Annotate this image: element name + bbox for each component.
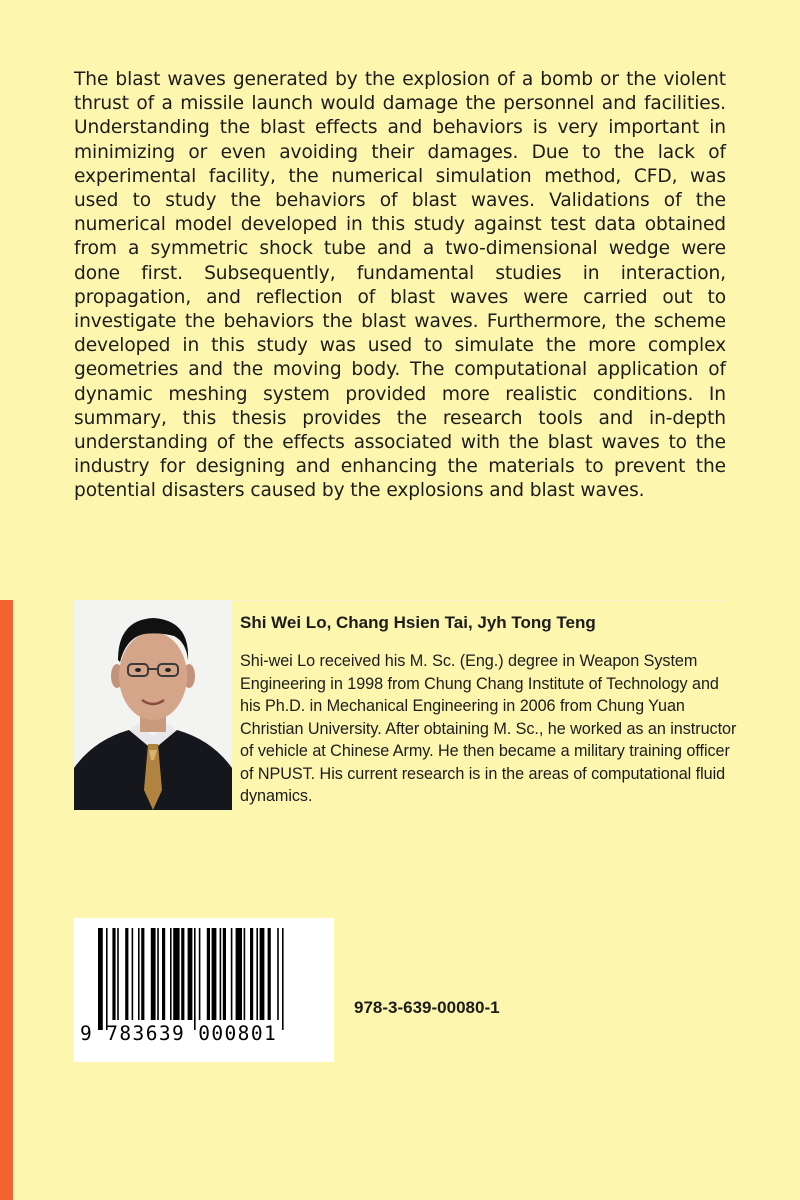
header-rule — [232, 600, 726, 601]
barcode-bar — [199, 928, 201, 1020]
barcode-bar — [260, 928, 265, 1020]
barcode-bar — [181, 928, 184, 1020]
barcode-bar — [125, 928, 128, 1020]
barcode-bar — [98, 928, 103, 1030]
barcode-bar — [106, 928, 108, 1030]
barcode-bar — [236, 928, 242, 1020]
barcode-bar — [212, 928, 217, 1020]
barcode-bar — [170, 928, 172, 1020]
barcode-bar — [157, 928, 159, 1020]
barcode-bar — [231, 928, 233, 1020]
author-bio: Shi-wei Lo received his M. Sc. (Eng.) degree in Weapon System Engineering in 1998 from Chung Chang Institute of Technology and his Ph.D. in Mechanical Engineering in 2006 from Chung Yuan Christian University. After obtaining M. Sc., he worked as an instructor of vehicle at Chinese Army. He then became a military training officer of NPUST. His current research is in the areas of computational fluid dynamics. — [240, 652, 737, 805]
author-photo — [74, 600, 232, 810]
barcode-bar — [250, 928, 253, 1020]
barcode-bar — [220, 928, 222, 1020]
barcode-bar — [173, 928, 179, 1020]
barcode-bar — [277, 928, 279, 1020]
barcode — [74, 918, 334, 1062]
barcode-bar — [112, 928, 115, 1020]
barcode-bar — [207, 928, 210, 1020]
orange-side-stripe — [0, 600, 13, 1200]
barcode-bar — [256, 928, 258, 1020]
barcode-bar — [162, 928, 165, 1020]
barcode-bar — [141, 928, 144, 1020]
isbn-number: 978-3-639-00080-1 — [354, 998, 500, 1017]
abstract-paragraph: The blast waves generated by the explosion of a bomb or the violent thrust of a missile launch would damage the personnel and facilities. Understanding the blast effects and behaviors is very important in minimizing or even avoiding their damages. Due to the lack of experimental facility, the numerical simulation method, CFD, was used to study the behaviors of blast waves. Validations of the numerical model developed in this study against test data obtained from a symmetric shock tube and a two-dimensional wedge were done first. Subsequently, fundamental studies in interaction, propagation, and reflection of blast waves were carried out to investigate the behaviors the blast waves. Furthermore, the scheme developed in this study was used to simulate the more complex geometries and the moving body. The computational application of dynamic meshing system provided more realistic conditions. In summary, this thesis provides the research tools and in-depth understanding of the effects associated with the blast waves to the industry for designing and enhancing the materials to prevent the potential disasters caused by the explosions and blast waves. — [74, 69, 726, 502]
barcode-digits: 9 783639 000801 — [80, 1022, 278, 1045]
author-names: Shi Wei Lo, Chang Hsien Tai, Jyh Tong Teng — [240, 613, 596, 632]
barcode-bar — [151, 928, 156, 1020]
barcode-bar — [138, 928, 140, 1020]
barcode-bar — [132, 928, 134, 1020]
barcode-bar — [194, 928, 196, 1030]
barcode-bar — [223, 928, 226, 1020]
barcode-bar — [188, 928, 193, 1020]
barcode-bar — [282, 928, 284, 1030]
barcode-bar — [244, 928, 246, 1020]
barcode-bar — [117, 928, 119, 1020]
barcode-bar — [268, 928, 271, 1020]
